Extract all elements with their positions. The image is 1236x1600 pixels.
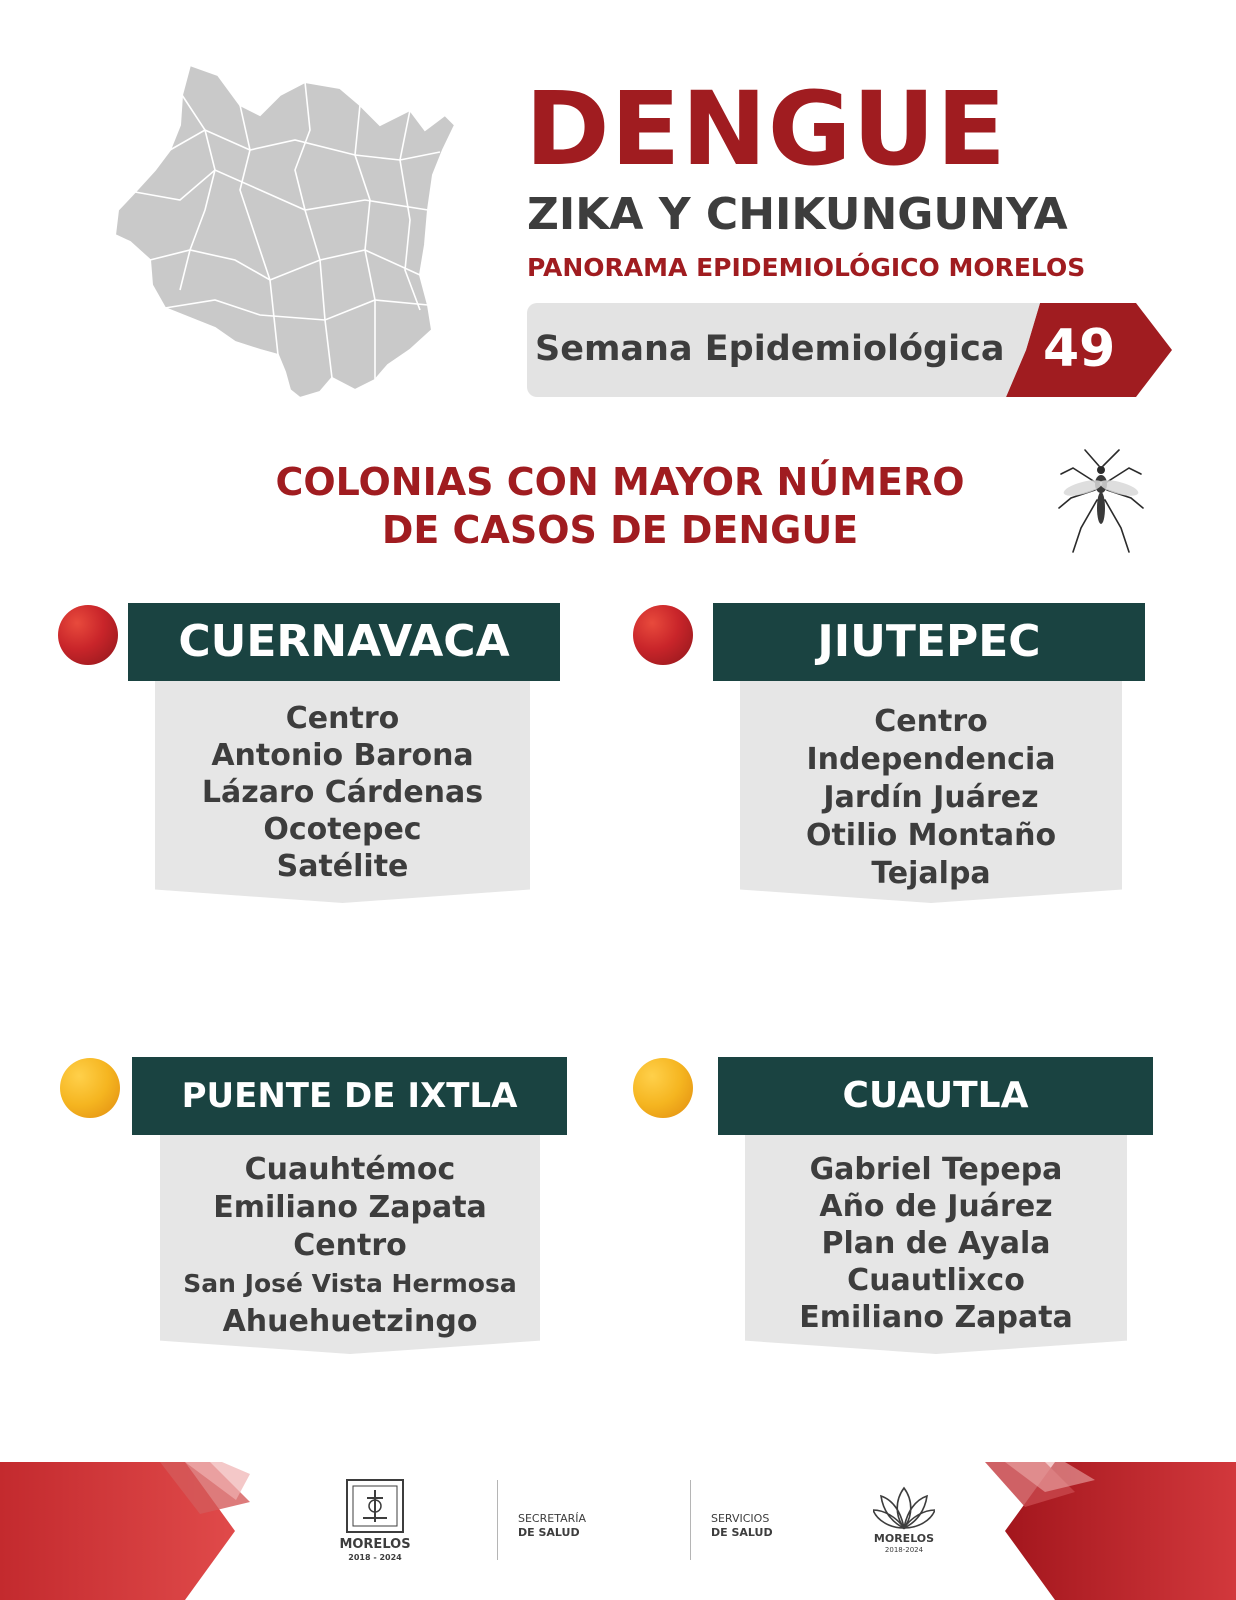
list-item: Cuautlixco <box>847 1263 1025 1298</box>
card-cuautla-title: CUAUTLA <box>718 1057 1153 1135</box>
list-item: Independencia <box>806 742 1056 777</box>
list-item: Satélite <box>276 849 409 884</box>
list-item: Ocotepec <box>263 812 422 847</box>
list-item: Cuauhtémoc <box>244 1152 456 1187</box>
card-puente-de-ixtla-title: PUENTE DE IXTLA <box>132 1057 567 1135</box>
yellow-alert-dot-icon <box>60 1058 120 1118</box>
footer-logo3-line1: SERVICIOS <box>711 1512 770 1525</box>
list-item: Centro <box>874 704 988 739</box>
page-title: DENGUE <box>525 70 1007 189</box>
footer-logo3-line2: DE SALUD <box>711 1526 773 1539</box>
section-title <box>195 458 1045 554</box>
yellow-alert-dot-icon <box>633 1058 693 1118</box>
mosquito-icon <box>1055 448 1147 556</box>
page-subtitle: ZIKA Y CHIKUNGUNYA <box>527 189 1068 240</box>
footer-left-decoration <box>0 1462 250 1600</box>
list-item: Jardín Juárez <box>823 780 1039 815</box>
footer-logo1-years: 2018 - 2024 <box>348 1553 402 1562</box>
list-item: Lázaro Cárdenas <box>201 775 484 810</box>
footer-logo4-name: MORELOS <box>873 1532 935 1545</box>
card-puente-de-ixtla-list <box>160 1151 540 1341</box>
list-item: Centro <box>293 1228 407 1263</box>
list-item: Emiliano Zapata <box>799 1300 1073 1335</box>
state-seal-icon <box>345 1478 405 1534</box>
section-title-line1: COLONIAS CON MAYOR NÚMERO <box>275 460 965 504</box>
list-item: Otilio Montaño <box>805 818 1057 853</box>
footer-logo2-line2: DE SALUD <box>518 1526 580 1539</box>
footer-divider <box>690 1480 691 1560</box>
red-alert-dot-icon <box>633 605 693 665</box>
morelos-map-icon <box>110 60 470 415</box>
footer-logo4-years: 2018-2024 <box>884 1546 924 1554</box>
list-item: Tejalpa <box>871 856 991 891</box>
page-tagline: PANORAMA EPIDEMIOLÓGICO MORELOS <box>527 253 1086 282</box>
card-cuernavaca-title: CUERNAVACA <box>128 603 560 681</box>
week-number: 49 <box>1043 319 1116 379</box>
list-item: Año de Juárez <box>819 1189 1053 1224</box>
list-item: Gabriel Tepepa <box>809 1152 1063 1187</box>
list-item: Plan de Ayala <box>821 1226 1051 1261</box>
card-cuautla-list <box>745 1151 1127 1336</box>
red-alert-dot-icon <box>58 605 118 665</box>
list-item: Emiliano Zapata <box>213 1190 487 1225</box>
footer-logo2-line1: SECRETARÍA <box>518 1512 587 1525</box>
card-cuernavaca-list <box>155 700 530 885</box>
card-jiutepec-list <box>740 703 1122 893</box>
list-item: Ahuehuetzingo <box>222 1304 478 1339</box>
footer-logo1-name: MORELOS <box>339 1537 411 1552</box>
footer-divider <box>497 1480 498 1560</box>
list-item: Centro <box>285 701 400 736</box>
footer-right-decoration <box>985 1462 1236 1600</box>
card-jiutepec-title: JIUTEPEC <box>713 603 1145 681</box>
list-item: San José Vista Hermosa <box>183 1269 517 1298</box>
section-title-line2: DE CASOS DE DENGUE <box>381 508 859 552</box>
week-label: Semana Epidemiológica <box>535 329 1005 369</box>
list-item: Antonio Barona <box>211 738 474 773</box>
lotus-logo-icon <box>873 1484 935 1530</box>
